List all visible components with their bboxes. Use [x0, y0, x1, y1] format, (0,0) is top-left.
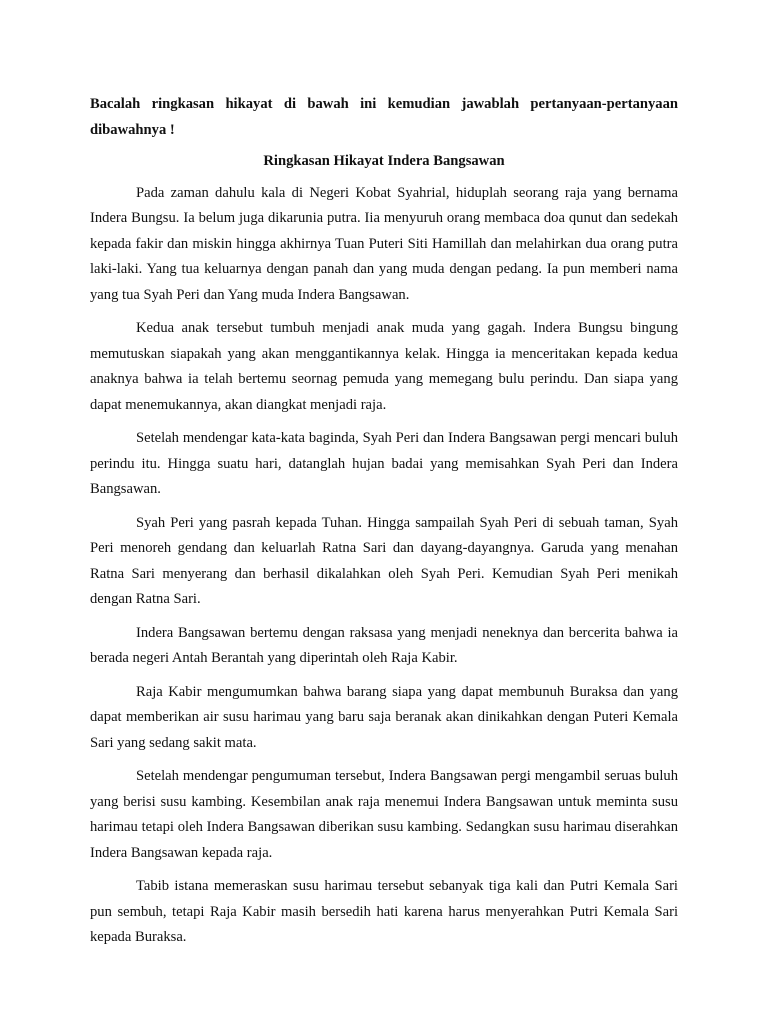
- document-page: [90, 92, 678, 959]
- paragraph-5: Indera Bangsawan bertemu dengan raksasa yang menjadi neneknya dan bercerita bahwa ia berada negeri Antah Berantah yang diperintah oleh Raja Kabir.: [90, 624, 678, 666]
- document-title: Ringkasan Hikayat Indera Bangsawan: [263, 153, 505, 169]
- instruction-text: Bacalah ringkasan hikayat di bawah ini kemudian jawablah pertanyaan-pertanyaan dibawahnya !: [90, 96, 678, 138]
- paragraph-6: Raja Kabir mengumumkan bahwa barang siapa yang dapat membunuh Buraksa dan yang dapat memberikan air susu harimau yang baru saja beranak akan dinikahkan dengan Puteri Kemala Sari yang sedang sakit mata.: [90, 683, 678, 751]
- paragraph-7: Setelah mendengar pengumuman tersebut, Indera Bangsawan pergi mengambil seruas buluh yang berisi susu kambing. Kesembilan anak raja menemui Indera Bangsawan untuk meminta susu harimau tetapi oleh Indera Bangsawan diberikan susu kambing. Sedangkan susu harimau diserahkan Indera Bangsawan kepada raja.: [90, 768, 678, 861]
- paragraph-2: Kedua anak tersebut tumbuh menjadi anak muda yang gagah. Indera Bungsu bingung memutuskan siapakah yang akan menggantikannya kelak. Hingga ia menceritakan kepada kedua anaknya bahwa ia telah bertemu seornag pemuda yang memegang bulu perindu. Dan siapa yang dapat menemukannya, akan diangkat menjadi raja.: [90, 320, 678, 413]
- paragraph-8: Tabib istana memeraskan susu harimau tersebut sebanyak tiga kali dan Putri Kemala Sari pun sembuh, tetapi Raja Kabir masih bersedih hati karena harus menyerahkan Putri Kemala Sari kepada Buraksa.: [90, 878, 678, 945]
- paragraph-4: Syah Peri yang pasrah kepada Tuhan. Hingga sampailah Syah Peri di sebuah taman, Syah Peri menoreh gendang dan keluarlah Ratna Sari dan dayang-dayangnya. Garuda yang menahan Ratna Sari menyerang dan berhasil dikalahkan oleh Syah Peri. Kemudian Syah Peri menikah dengan Ratna Sari.: [90, 514, 678, 607]
- paragraph-1: Pada zaman dahulu kala di Negeri Kobat Syahrial, hiduplah seorang raja yang bernama Indera Bungsu. Ia belum juga dikarunia putra. Iia menyuruh orang membaca doa qunut dan sedekah kepada fakir dan miskin hingga akhirnya Tuan Puteri Siti Hamillah dan melahirkan dua orang putra laki-laki. Yang tua keluarnya dengan panah dan yang muda dengan pedang. Ia pun memberi nama yang tua Syah Peri dan Yang muda Indera Bangsawan.: [90, 184, 678, 303]
- paragraph-3: Setelah mendengar kata-kata baginda, Syah Peri dan Indera Bangsawan pergi mencari buluh perindu itu. Hingga suatu hari, datanglah hujan badai yang memisahkan Syah Peri dan Indera Bangsawan.: [90, 430, 678, 497]
